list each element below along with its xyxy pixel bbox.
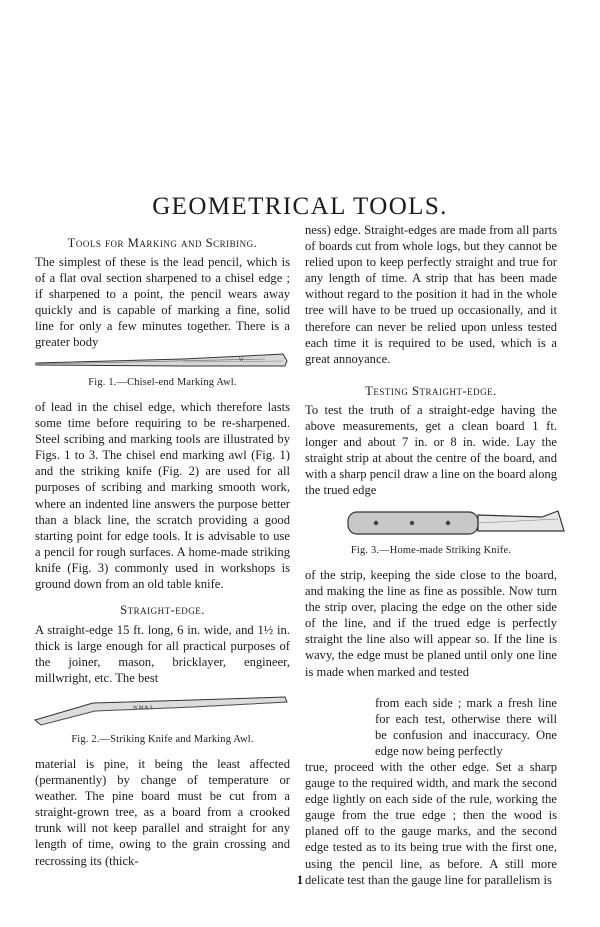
- paragraph-pine-material: material is pine, it being the least affected (permanently) by change of temperature or weather. The pine board must be cut from a straight-grown tree, as a board from a crooked trunk will not keep parallel and straight for any length of time, owing to the grain crossing and recrossing its (thick-: [35, 757, 290, 868]
- svg-text:W: W: [239, 358, 244, 363]
- chisel-end-marking-awl-illustration: [33, 349, 293, 375]
- page-number: 1: [296, 872, 304, 887]
- paragraph-lead-pencil: The simplest of these is the lead pencil, which is of a flat oval section sharpened to a chisel edge ; if sharpened to a point, the pencil wears away quickly and is capable of marking a fine, solid line for only a few minutes together. There is a greater body: [35, 255, 290, 350]
- heading-testing-straight-edge: Testing Straight-edge.: [365, 384, 497, 398]
- paragraph-turn-strip-over: of the strip, keeping the side close to the board, and making the line as fine as possible. Now turn the strip over, placing the edge on the other side of the line, and if the trued edge is perfectly straight the line also will appear so. If the line is wavy, the edge must be planed until only one line is made when marked and tested: [305, 568, 557, 679]
- paragraph-mark-fresh-line: from each side ; mark a fresh line for each test, otherwise there will be confusion and inaccuracy. One edge now being perfectly: [375, 696, 557, 759]
- figure-2-stamp: W M & S: [133, 706, 153, 711]
- paragraph-straight-edge-size: A straight-edge 15 ft. long, 6 in. wide, and 1½ in. thick is large enough for all practical purposes of the joiner, mason, bricklayer, engineer, millwright, etc. The best: [35, 623, 290, 686]
- paragraph-straight-edges-made: ness) edge. Straight-edges are made from all parts of boards cut from whole logs, but they cannot be relied upon to keep perfectly straight and true for any length of time. A strip that has been made without regard to the position it had in the whole tree will have to be trued up occasionally, and it therefore can never be relied upon unless tested each time it is required to be used, which is a great annoyance.: [305, 223, 557, 366]
- figure-3-caption: Fig. 3.—Home-made Striking Knife.: [350, 545, 512, 556]
- home-made-striking-knife-illustration: [332, 507, 582, 543]
- paragraph-gauge-test: true, proceed with the other edge. Set a sharp gauge to the required width, and mark the second edge lightly on each side of the rule, working the gauge from the true edge ; then the wood is planed off to the gauge marks, and the second edge tested as to its being true with the first one, using the pencil line, as before. A still more delicate test than the gauge line for parallelism is: [305, 760, 557, 887]
- figure-2-caption: Fig. 2.—Striking Knife and Marking Awl.: [71, 734, 254, 745]
- striking-knife-and-marking-awl-illustration: [33, 692, 293, 732]
- page-title: GEOMETRICAL TOOLS.: [152, 193, 448, 220]
- heading-straight-edge: Straight-edge.: [120, 603, 205, 617]
- paragraph-chisel-edge: of lead in the chisel edge, which therefore lasts some time before requiring to be re-sharpened. Steel scribing and marking tools are illustrated by Figs. 1 to 3. The chisel end marking awl (Fig. 1) and the striking knife (Fig. 2) are used for all purposes of scribing and marking smooth work, where an indented line answers the purpose better than a black line, the scratch providing a good starting point for edge tools. It is advisable to use a pencil for rough surfaces. A home-made striking knife (Fig. 3) commonly used in workshops is ground down from an old table knife.: [35, 400, 290, 592]
- paragraph-testing-method: To test the truth of a straight-edge having the above measurements, get a clean board 1 ft. longer and about 7 in. or 8 in. wide. Lay the straight strip at about the centre of the board, and with a sharp pencil draw a line on the board along the trued edge: [305, 403, 557, 498]
- figure-1-caption: Fig. 1.—Chisel-end Marking Awl.: [88, 377, 237, 388]
- heading-marking-and-scribing: Tools for Marking and Scribing.: [67, 236, 258, 250]
